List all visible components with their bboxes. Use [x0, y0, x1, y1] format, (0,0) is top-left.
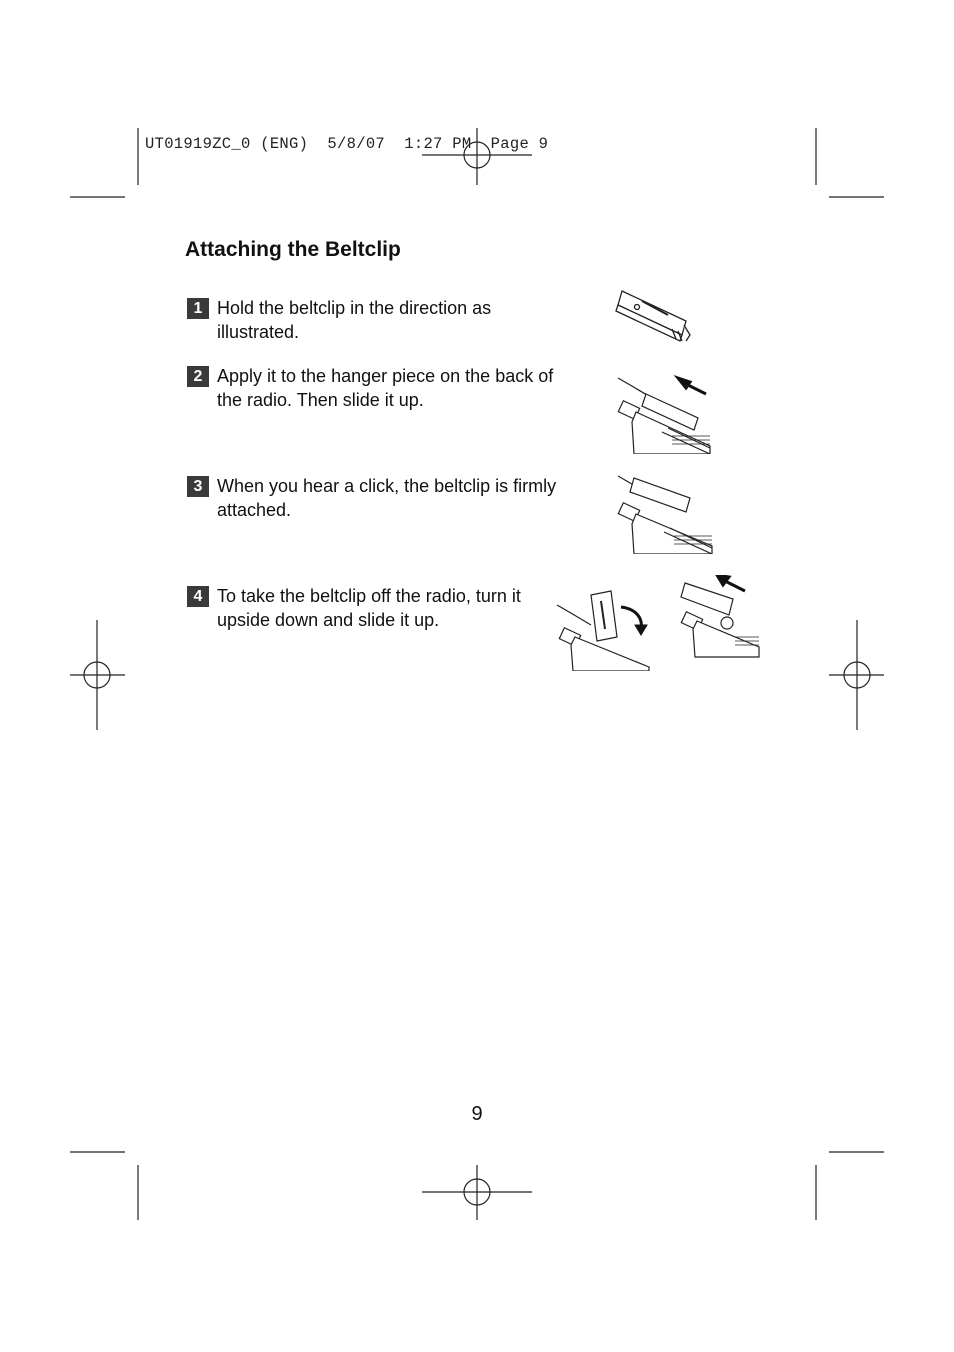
- step-number: 4: [187, 586, 209, 607]
- step-number: 1: [187, 298, 209, 319]
- print-slug: UT01919ZC_0 (ENG) 5/8/07 1:27 PM Page 9: [145, 135, 549, 153]
- step-text: When you hear a click, the beltclip is firmly attached.: [217, 476, 557, 520]
- step-text: Hold the beltclip in the direction as illustrated.: [217, 298, 492, 342]
- step-text: Apply it to the hanger piece on the back of the radio. Then slide it up.: [217, 366, 554, 410]
- step-number: 3: [187, 476, 209, 497]
- attach-beltclip-illustration: [612, 372, 716, 454]
- attached-beltclip-illustration: [612, 470, 716, 554]
- beltclip-illustration: [612, 285, 698, 345]
- step-text: To take the beltclip off the radio, turn it upside down and slide it up.: [217, 586, 521, 630]
- section-title: Attaching the Beltclip: [185, 238, 401, 261]
- step-number: 2: [187, 366, 209, 387]
- remove-beltclip-illustration: [555, 575, 761, 671]
- page-number: 9: [471, 1103, 483, 1125]
